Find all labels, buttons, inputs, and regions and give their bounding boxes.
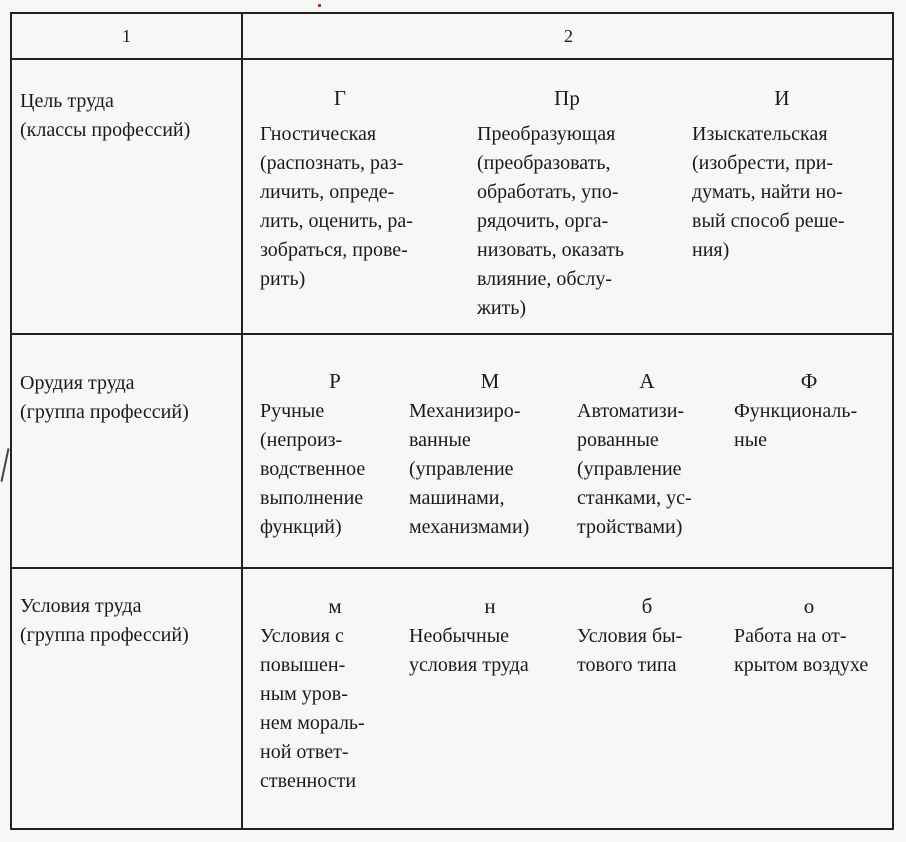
cell-text: Условия бы- тового типа [577,625,683,676]
cell-text: Ручные (непроиз- водственное выполнение функций) [260,400,366,538]
cell-text: Функциональ- ные [734,400,858,451]
header-col2: 2 [564,26,573,46]
header-divider [12,58,892,60]
professions-table [10,12,894,830]
cell-text: Преобразующая (преобразовать, обработать, упо- рядочить, орга- низовать, оказать влияние, обслу- жить) [477,123,625,319]
cell-text: Условия с повышен- ным уров- нем мораль- ной ответ- ственности [260,625,365,792]
cell-text: Работа на от- крытом воздухе [734,625,869,676]
cell-code: б [641,594,653,618]
cell-text: Механизиро- ванные (управление машинами, механизмами) [409,400,530,538]
scan-mark [0,448,9,482]
cell-text: Автоматизи- рованные (управление станками, ус- тройствами) [577,400,692,538]
cell-text: Гностическая (распознать, раз- личить, опреде- лить, оценить, ра- зобраться, прове- рить) [260,123,413,290]
column-divider [241,14,243,828]
scan-speck [318,4,321,7]
row-divider [12,333,892,335]
cell-code: Р [329,369,341,393]
cell-text: Изыскательская (изобрести, при- думать, найти но- вый способ реше- ния) [692,123,845,261]
cell-text: Необычные условия труда [409,625,529,676]
cell-code: А [639,369,655,393]
cell-code: м [328,594,342,618]
cell-code: о [803,594,815,618]
header-col1: 1 [122,26,131,46]
row-label-conditions: Условия труда (группа профессий) [20,595,189,646]
cell-code: н [484,594,496,618]
cell-code: Ф [800,369,818,393]
cell-code: Пр [554,86,580,110]
row-label-goal: Цель труда (классы профессий) [20,90,191,141]
cell-code: И [774,86,790,110]
row-divider [12,567,892,569]
row-label-tools: Орудия труда (группа профессий) [20,372,189,423]
cell-code: Г [333,86,347,110]
cell-code: М [480,369,500,393]
